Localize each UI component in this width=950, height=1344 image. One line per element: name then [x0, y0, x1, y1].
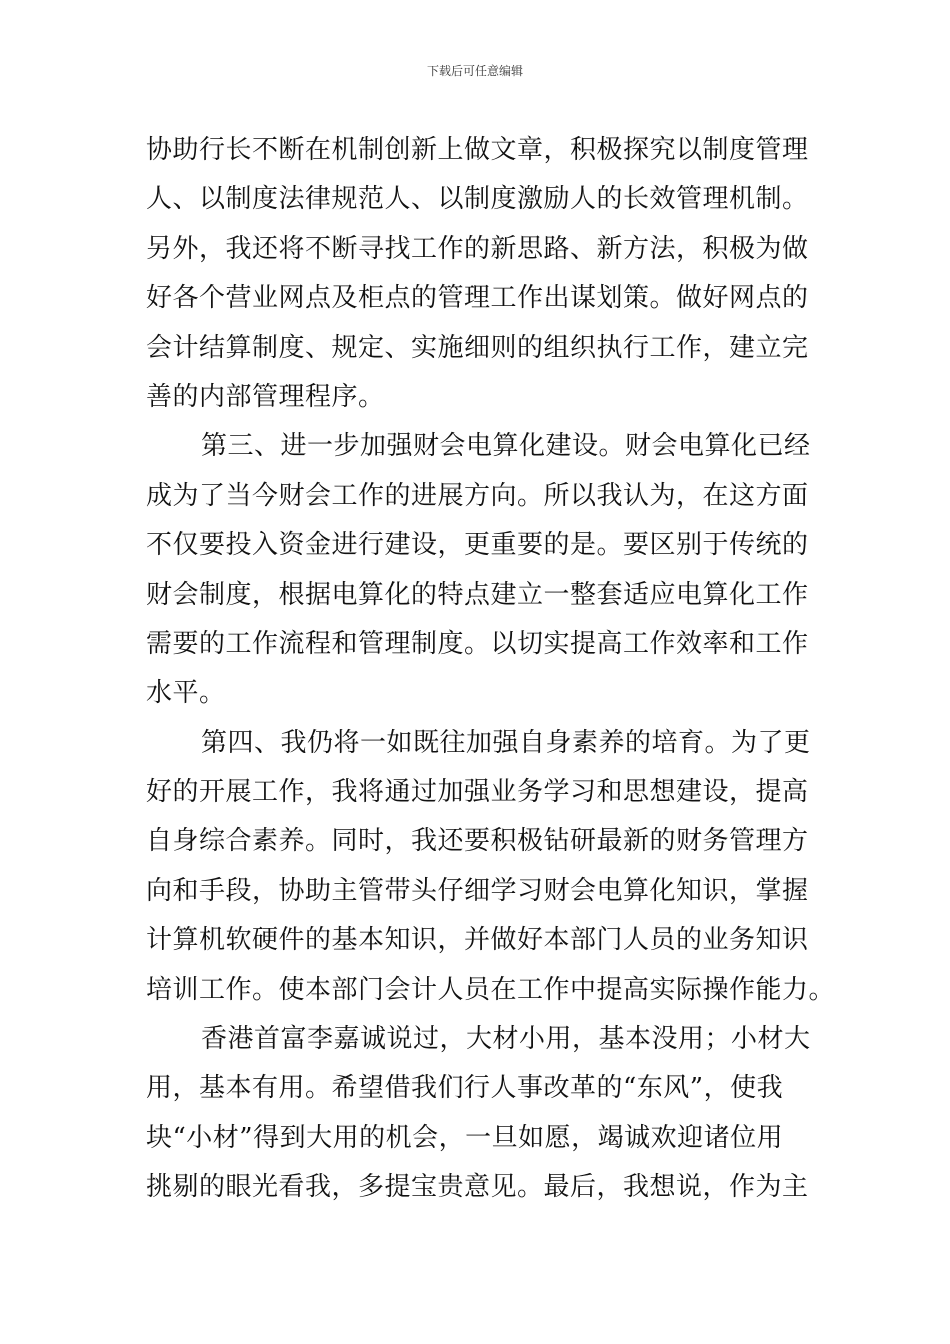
text-line: 会计结算制度、规定、实施细则的组织执行工作，建立完	[146, 332, 809, 363]
paragraph-fourth-point	[146, 719, 836, 1015]
text-line: 香港首富李嘉诚说过，大材小用，基本没用；小材大	[201, 1024, 811, 1055]
text-line: 用，基本有用。希望借我们行人事改革的“东风”，使我	[146, 1073, 784, 1104]
document-body	[146, 126, 836, 1213]
text-line: 财会制度，根据电算化的特点建立一整套适应电算化工作	[146, 579, 809, 610]
paragraph-third-point	[146, 422, 812, 718]
page-header: 下载后可任意编辑	[426, 64, 523, 78]
text-line: 挑剔的眼光看我，多提宝贵意见。最后，我想说，作为主	[146, 1172, 809, 1203]
text-line: 不仅要投入资金进行建设，更重要的是。要区别于传统的	[146, 530, 809, 561]
text-line: 好的开展工作，我将通过加强业务学习和思想建设，提高	[146, 777, 809, 808]
text-line: 善的内部管理程序。	[146, 381, 385, 412]
text-line: 另外，我还将不断寻找工作的新思路、新方法，积极为做	[146, 233, 809, 264]
paragraph-closing	[146, 1015, 812, 1213]
text-line: 向和手段，协助主管带头仔细学习财会电算化知识，掌握	[146, 875, 809, 906]
text-line: 协助行长不断在机制创新上做文章，积极探究以制度管理	[146, 135, 809, 165]
text-line: 计算机软硬件的基本知识，并做好本部门人员的业务知识	[146, 925, 809, 956]
text-line: 人、以制度法律规范人、以制度激励人的长效管理机制。	[146, 184, 809, 215]
text-line: 成为了当今财会工作的进展方向。所以我认为，在这方面	[146, 480, 809, 511]
paragraph-continuation	[146, 126, 812, 422]
text-line: 好各个营业网点及柜点的管理工作出谋划策。做好网点的	[146, 283, 809, 314]
text-line: 水平。	[146, 678, 226, 709]
text-line: 第三、进一步加强财会电算化建设。财会电算化已经	[201, 431, 811, 462]
text-line: 第四、我仍将一如既往加强自身素养的培育。为了更	[201, 727, 811, 758]
text-line: 块“小材”得到大用的机会，一旦如愿，竭诚欢迎诸位用	[146, 1122, 784, 1153]
text-line: 自身综合素养。同时，我还要积极钻研最新的财务管理方	[146, 826, 809, 857]
text-line: 培训工作。使本部门会计人员在工作中提高实际操作能力。	[146, 974, 836, 1005]
text-line: 需要的工作流程和管理制度。以切实提高工作效率和工作	[146, 628, 809, 659]
